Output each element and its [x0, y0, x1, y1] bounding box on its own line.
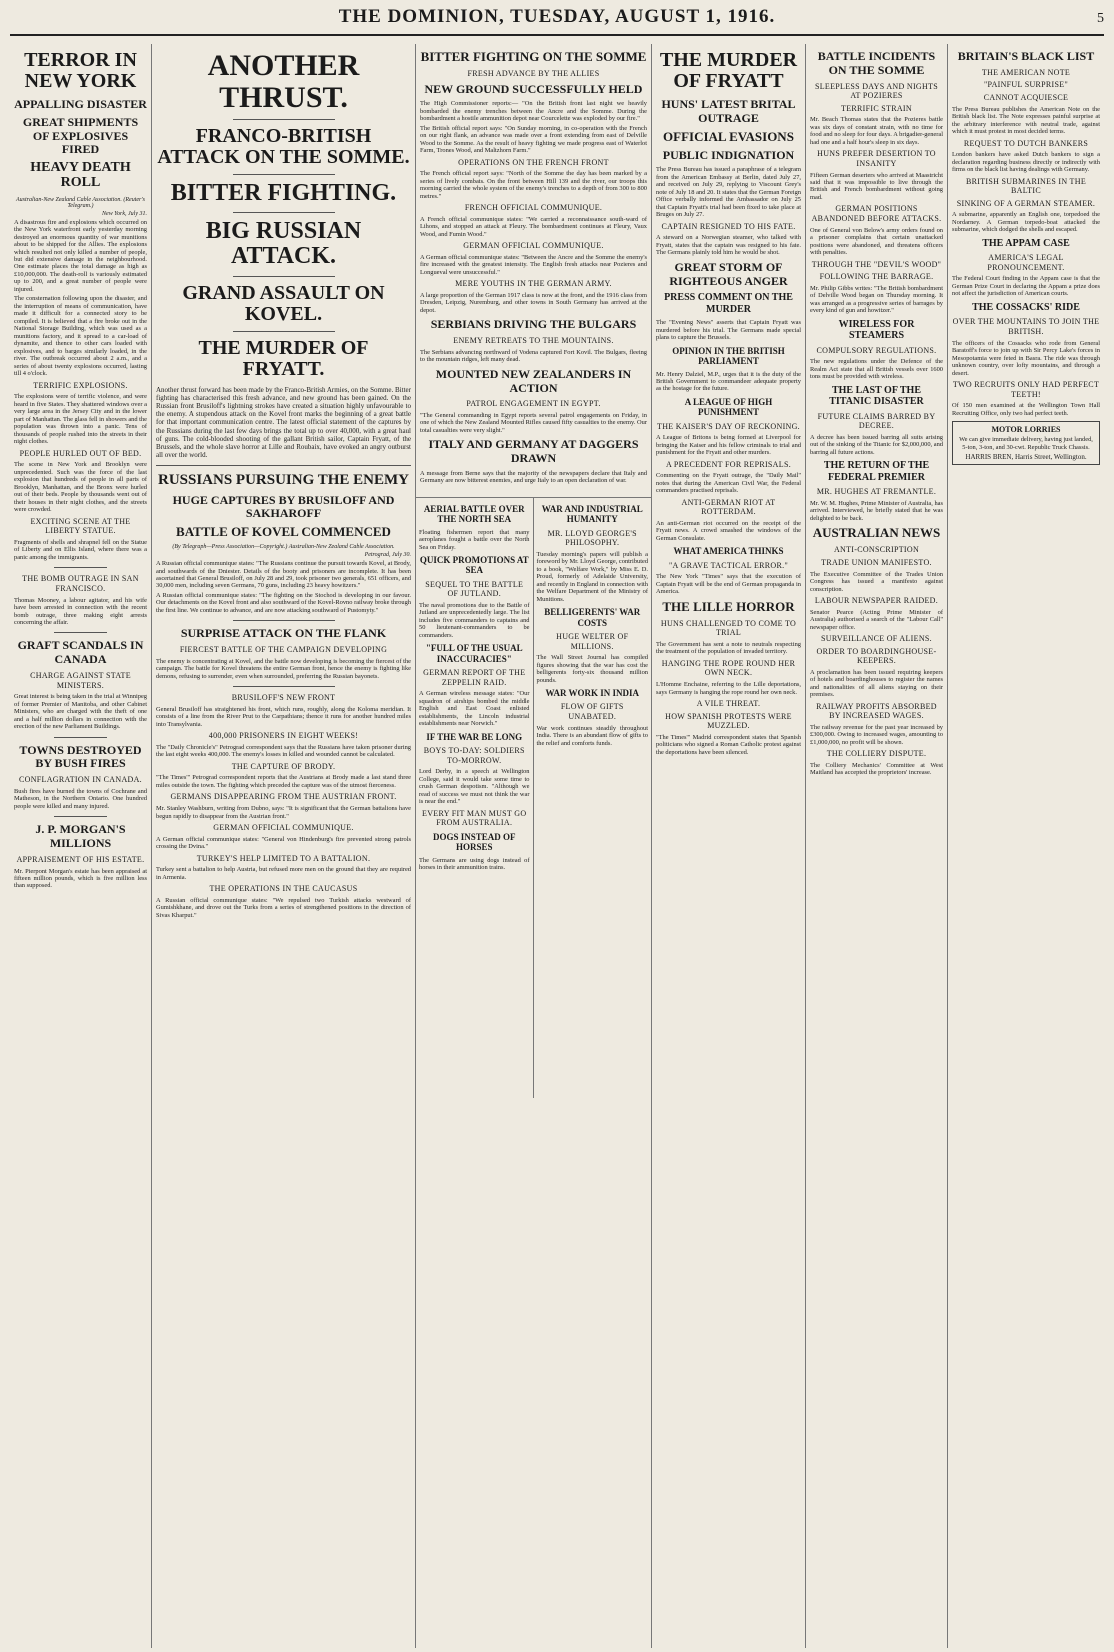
subhead: MR. HUGHES AT FREMANTLE. [816, 487, 937, 497]
article-paragraph: The Federal Court finding in the Appam case is that the German Prize Court in declaring the Appam a prize does not affect the jurisdiction of American courts. [952, 275, 1100, 298]
headline-another-thrust: ANOTHER THRUST. [207, 49, 360, 114]
article-paragraph: The scene in New York and Brooklyn were unprecedented. Such was the force of the last explosion that hundreds of people in all parts of Brooklyn, Manhattan, and the Bronx were hurled out of their beds. People by thousands went out of their houses in their night clothes, and the streets were crowded. [14, 461, 147, 514]
article-paragraph: A Russian official communique states: "The Russians continue the pursuit towards Kovel, at Brody, and southwards of the Dniester. Details of the booty and prisoners are incomplete. It has been ascertained that General Brusiloff, on July 28 and 29, took prisoner two generals, 651 officers, and 30,000 men, including seven Germans, 70 guns, including 23 heavy howitzers." [156, 560, 411, 590]
headline: THE LILLE HORROR [662, 598, 795, 614]
subhead: CANNOT ACQUIESCE [983, 92, 1069, 102]
headline: TWO RECRUITS ONLY HAD PERFECT TEETH! [952, 380, 1100, 399]
subhead: FRESH ADVANCE BY THE ALLIES [467, 68, 600, 78]
headline: GRAFT SCANDALS IN CANADA [17, 638, 144, 667]
headline: THE COSSACKS' RIDE [972, 301, 1080, 313]
byline: Australian-New Zealand Cable Association. (Reuter's Telegram.) [16, 196, 145, 209]
subhead: CHARGE AGAINST STATE MINISTERS. [30, 671, 131, 690]
divider [233, 212, 335, 213]
article-paragraph: The Colliery Mechanics' Committee at West Maitland has accepted the proprietors' increase. [810, 762, 943, 777]
article-paragraph: Mr. W. M. Hughes, Prime Minister of Australia, has arrived. Interviewed, he briefly stated that he was delighted to be back. [810, 499, 943, 522]
article-paragraph: Mr. Pierpont Morgan's estate has been appraised at fifteen million pounds, which is five million less than supposed. [14, 867, 147, 890]
article-paragraph: A proclamation has been issued requiring keepers of hotels and boardinghouses to register the names and nationalities of all aliens staying on their premises. [810, 668, 943, 699]
subhead: BOYS TO-DAY: SOLDIERS TO-MORROW. [423, 746, 525, 765]
article-paragraph: The officers of the Cossacks who rode from General Baratoff's force to join up with Sir Percy Lake's forces in Mesopotamia were feted in Basra. The ride was through unknown country, over lofty mountains, and through a desert. [952, 339, 1100, 377]
headline: SURPRISE ATTACK ON THE FLANK [180, 626, 387, 641]
subhead: EVERY FIT MAN MUST GO FROM AUSTRALIA. [422, 808, 527, 828]
article-paragraph: The Wall Street Journal has compiled figures showing that the war has cost the belligerents forty-six thousand million pounds. [536, 654, 648, 684]
subhead: SLEEPLESS DAYS AND NIGHTS AT POZIERES [815, 81, 938, 101]
column-5 [806, 44, 948, 1648]
subhead: FUTURE CLAIMS BARRED BY DECREE. [817, 411, 936, 431]
headline-bitter-fighting: BITTER FIGHTING ON THE SOMME [420, 49, 647, 64]
article-paragraph: The French official report says: "North of the Somme the day has been marked by a series of lively combats. On the front between Hill 139 and the river, our troops this morning carried the whole system of the enemy's trenches to a depth of from 300 to 800 metres." [420, 170, 647, 200]
subhead: THE AMERICAN NOTE [981, 67, 1071, 77]
subcolumn-right [534, 498, 652, 1098]
article-paragraph: The "Daily Chronicle's" Petrograd correspondent says that the Russians have taken prisoner during the last eight weeks 400,000. The enemy's losses in killed and wounded cannot be calculated. [156, 743, 411, 759]
subhead: HUGE WELTER OF MILLIONS. [556, 631, 629, 651]
headline: DOGS INSTEAD OF HORSES [432, 831, 516, 853]
subhead: AMERICA'S LEGAL PRONOUNCEMENT. [987, 253, 1065, 272]
headline: GERMAN POSITIONS ABANDONED BEFORE ATTACKS. [811, 204, 942, 224]
divider [54, 737, 107, 738]
ad-body: We can give immediate delivery, having just landed, 5-ton, 3-ton, and 30-cwt. Republic Truck Chassis. [959, 436, 1093, 451]
headline: A LEAGUE OF HIGH PUNISHMENT [684, 396, 773, 418]
headline: OPERATIONS ON THE FRENCH FRONT [458, 157, 609, 167]
subhead: TRADE UNION MANIFESTO. [821, 557, 932, 567]
article-paragraph: The Serbians advancing northward of Vodena captured Fort Kovil. The Bulgars, fleeing to the mountain ridges, left many dead. [420, 348, 647, 364]
article-paragraph: A German official communique states: "General von Hindenburg's fire prevented strong patrols crossing the Dvina." [156, 835, 411, 851]
article-paragraph: Mr. Stanley Washburn, writing from Dubno, says: "It is significant that the German battalions have begun rapidly to disappear from the Austrian front." [156, 805, 411, 820]
headline: THE OPERATIONS IN THE CAUCASUS [209, 884, 358, 894]
subhead: "A GRAVE TACTICAL ERROR." [668, 560, 789, 570]
article-paragraph: A decree has been issued barring all suits arising out of the sinking of the Titanic for $2,000,000, and barring all future actions. [810, 433, 943, 456]
article-paragraph: The Press Bureau publishes the American Note on the British black list. The Note expresses painful surprise at the arbitrary interference with neutral trade, against which it must protest in most decided terms. [952, 105, 1100, 136]
article-paragraph: The High Commissioner reports:— "On the British front last night we heavily bombarded the enemy trenches between the Ancre and the Somme. During the bombardment a hostile ammunition depot near Courcelette was exploded by our fire." [420, 100, 647, 123]
headline: TURKEY'S HELP LIMITED TO A BATTALION. [196, 853, 371, 863]
article-paragraph: A League of Britons is being formed at Liverpool for bringing the Kaiser and his fellow criminals to trial and punishment for the Fryatt and other murders. [656, 434, 801, 457]
article-paragraph: The "Evening News" asserts that Captain Fryatt was murdered before his trial. The Germans made special plans to capture the Brussels. [656, 319, 801, 342]
divider [233, 331, 335, 332]
subhead-large: HEAVY DEATH ROLL [30, 160, 131, 190]
subhead: THE KAISER'S DAY OF RECKONING. [657, 421, 800, 431]
headline: ITALY AND GERMANY AT DAGGERS DRAWN [428, 437, 639, 466]
divider [233, 620, 335, 621]
article-paragraph: A large proportion of the German 1917 class is now at the front, and the 1916 class from Dresden, Leipzig, Nuremburg, and other towns in South Germany has arrived at the depot. [420, 291, 647, 314]
headline: BITTER FIGHTING. [170, 180, 397, 206]
divider [156, 465, 411, 466]
headline: FRENCH OFFICIAL COMMUNIQUE. [464, 203, 603, 213]
article-paragraph: The consternation following upon the disaster, and the interruption of means of communication, have made it difficult for a connected story to be compiled. It is believed that a fire broke out in the National Storage Building, which was used as a munitions factory, and it spread to a car-load of dynamite, and thence to other cars loaded with explosives, and to barges similarly loaded, in the river. The outbreak occurred about 2 a.m., and a series of about twenty explosions occurred, lasting till 4 o'clock. [14, 295, 147, 378]
headline: OPINION IN THE BRITISH PARLIAMENT [672, 345, 785, 367]
headline: HANGING THE ROPE ROUND HER OWN NECK. [661, 658, 796, 678]
article-paragraph: Of 150 men examined at the Wellington Town Hall Recruiting Office, only two had perfect teeth. [952, 402, 1100, 417]
byline: (By Telegraph—Press Association—Copyright.) Australian-New Zealand Cable Association. [172, 544, 395, 551]
subhead: OVER THE MOUNTAINS TO JOIN THE BRITISH. [952, 317, 1100, 337]
article-paragraph: The new regulations under the Defence of the Realm Act state that all British vessels over 1600 tons must be provided with wireless. [810, 358, 943, 381]
headline: SURVEILLANCE OF ALIENS. [821, 634, 932, 644]
dateline: Petrograd, July 30. [364, 552, 411, 559]
article-paragraph: The Press Bureau has issued a paraphrase of a telegram from the American Embassy at Berlin, dated July 27, and received on July 29, replying to Viscount Grey's note of July 18 and 20. It states that the German Foreign Office verbally informed the Ambassador on July 25 that Captain Fryatt's trial had been fixed to take place at Bruges on July 27. [656, 166, 801, 219]
headline: WAR WORK IN INDIA [545, 688, 640, 699]
divider [233, 276, 335, 277]
subcolumn-left [416, 498, 534, 1098]
article-paragraph: One of General von Below's army orders found on a prisoner complains that certain unattacked positions were abandoned, and threatens officers with penalties. [810, 226, 943, 257]
article-paragraph: A Russian official communique states: "We repulsed two Turkish attacks westward of Gumishkhane, and drove out the Turks from a series of strengthened positions in the direction of Sivas Kharput." [156, 896, 411, 919]
headline: THE RETURN OF THE FEDERAL PREMIER [823, 460, 930, 483]
headline: "FULL OF THE USUAL INACCURACIES" [425, 643, 523, 664]
article-paragraph: The Executive Committee of the Trades Union Congress has issued a manifesto against conscription. [810, 570, 943, 593]
article-paragraph: Great interest is being taken in the trial at Winnipeg of former Premier of Manitoba, and other Cabinet Ministers, who are charged with the theft of one and a half million dollars in connection with the erection of the new Parliament Buildings. [14, 693, 147, 731]
headline-black-list: BRITAIN'S BLACK LIST [957, 49, 1095, 63]
subhead: BATTLE OF KOVEL COMMENCED [176, 524, 391, 540]
headline: THE MURDER OF FRYATT. [198, 336, 369, 380]
headline: LABOUR NEWSPAPER RAIDED. [814, 596, 939, 605]
article-paragraph: "The General commanding in Egypt reports several patrol engagements on Friday, in one of which the New Zealand Mounted Rifles caused fifty casualties to the enemy. Our total casualties were very slight." [420, 411, 647, 434]
headline: THROUGH THE "DEVIL'S WOOD" [811, 259, 942, 269]
subhead: OFFICIAL EVASIONS [663, 128, 794, 144]
headline: BELLIGERENTS' WAR COSTS [544, 607, 641, 628]
subhead: ORDER TO BOARDINGHOUSE-KEEPERS. [816, 646, 937, 666]
article-paragraph: The naval promotions due to the Battle of Jutland are unprecedentedly large. The list includes five commanders to captains and 50 lieutenant-commanders to be commanders. [419, 601, 530, 639]
article-paragraph: The railway revenue for the past year increased by £300,000. Owing to increased wages, amounting to £1,000,000, no profit will be shown. [810, 723, 943, 746]
column-3 [416, 44, 652, 1648]
headline: TOWNS DESTROYED BY BUSH FIRES [19, 742, 142, 771]
column-1 [10, 44, 152, 1648]
article-paragraph: The explosions were of terrific violence, and were heard in five States. They shattered windows over a very large area in the Jersey City and in the lower part of Manhattan. The glass fell in showers and the population was thrown into a panic. Tens of thousands of people rushed into the streets in their night clothes. [14, 393, 147, 446]
headline: QUICK PROMOTIONS AT SEA [419, 555, 529, 576]
headline: A VILE THREAT. [696, 699, 761, 709]
subhead: CONFLAGRATION IN CANADA. [19, 775, 142, 785]
headline: GREAT STORM OF RIGHTEOUS ANGER [669, 259, 788, 288]
article-paragraph: A German official communique states: "Between the Ancre and the Somme the enemy's fire increased with the greatest intensity. The English fresh attacks near Pozieres and Longueval were unsuccessful." [420, 253, 647, 276]
article-paragraph: Senator Pearce (Acting Prime Minister of Australia) authorised a search of the "Labour Call" newspaper office. [810, 608, 943, 631]
section-heading-australian-news: AUSTRALIAN NEWS [812, 525, 941, 541]
subhead: MR. LLOYD GEORGE'S PHILOSOPHY. [547, 528, 637, 548]
section-subhead: PEOPLE HURLED OUT OF BED. [19, 448, 142, 458]
section-subhead: TERRIFIC EXPLOSIONS. [33, 380, 128, 390]
headline: BIG RUSSIAN ATTACK. [205, 218, 362, 270]
article-paragraph: Thomas Mooney, a labour agitator, and his wife have been arrested in connection with the recent bomb outrage, three making eight arrests concerning the affair. [14, 596, 147, 626]
subhead: GREAT SHIPMENTS OF EXPLOSIVES FIRED [22, 114, 139, 157]
headline: FRANCO-BRITISH ATTACK ON THE SOMME. [157, 125, 410, 168]
article-paragraph: The enemy is concentrating at Kovel, and the battle now developing is becoming the fiercest of the campaign. The battle for Kovel threatens the entire German front, hence the enemy is fighting like demons, refusing to surrender, even when surrounded, preferring the Russian bayonets. [156, 657, 411, 680]
headline: MOUNTED NEW ZEALANDERS IN ACTION [435, 366, 632, 395]
article-paragraph: Floating fishermen report that many aeroplanes fought a battle over the North Sea on Friday. [419, 528, 530, 551]
article-paragraph: Lord Derby, in a speech at Wellington College, said it would take some time to crush German despotism. "Although we read of success we must not think the war is near the end." [419, 768, 530, 806]
article-paragraph: A submarine, apparently an English one, torpedoed the Nordarney. A German torpedo-boat attacked the submarine, which dodged the shells and escaped. [952, 211, 1100, 234]
article-paragraph: Tuesday morning's papers will publish a foreword by Mr. Lloyd George, contributed to a book, "Welfare Work," by Miss E. D. Proud, formerly of Adelaide University, and recently in England in connection with the Welfare Department of the Ministry of Munitions. [536, 550, 649, 603]
subhead: APPRAISEMENT OF HIS ESTATE. [16, 854, 145, 864]
headline: BRITISH SUBMARINES IN THE BALTIC [965, 176, 1087, 196]
divider [54, 567, 107, 568]
headline: THE CAPTURE OF BRODY. [231, 761, 336, 771]
column-3-bottom [416, 497, 651, 1098]
columns [10, 44, 1104, 1648]
subhead: HUNS CHALLENGED TO COME TO TRIAL [660, 618, 797, 638]
subhead: GERMAN REPORT OF THE ZEPPELIN RAID. [423, 668, 526, 687]
article-paragraph: General Brusiloff has straightened his front, which runs, roughly, along the Koloma meridian. It consists of a line from the River Prut to the Carpathians; thence it runs for another hundred miles into Transylvania. [156, 705, 411, 728]
subhead: FOLLOWING THE BARRAGE. [819, 272, 934, 282]
subhead: APPALLING DISASTER [14, 97, 147, 111]
article-paragraph: Mr. Beach Thomas states that the Pozieres battle was six days of constant strain, with no time for food and no sleep for four days. A brigadier-general had one and a half hour's sleep in six days. [810, 116, 943, 146]
headline: REQUEST TO DUTCH BANKERS [963, 138, 1089, 148]
ad-signature: HARRIS BREN, Harris Street, Wellington. [965, 453, 1087, 462]
divider [54, 816, 107, 817]
divider [233, 686, 335, 687]
article-paragraph: A disastrous fire and explosions which occurred on the New York waterfront early yesterday morning destroyed an enormous quantity of war munitions about to be shipped for the Allies. The explosions which resulted not only killed a number of people, but did extensive damage in the neighbourhood. One estimate places the total damage as high as £10,000,000. The death-roll is variously estimated up to 200, and a great number of people were injured. [14, 218, 147, 293]
headline: IF THE WAR BE LONG [426, 731, 523, 742]
column-6 [948, 44, 1104, 1648]
divider [54, 632, 107, 633]
subhead: FLOW OF GIFTS UNABATED. [560, 702, 624, 721]
subhead: COMPULSORY REGULATIONS. [816, 345, 937, 355]
advertisement-motor-lorries [952, 421, 1100, 465]
article-paragraph: A French official communique states: "We carried a reconnaissance south-ward of Lihons, and stopped an attack at Fleury. The bombardment continues at Fleury, Vaux Wood, and Fumin Wood." [420, 215, 647, 238]
page-number: 5 [1097, 11, 1104, 26]
article-paragraph: Commenting on the Fryatt outrage, the "Daily Mail" notes that during the American Civil War, the Federal commanders practised reprisals. [656, 472, 801, 495]
article-paragraph: War work continues steadily throughout India. There is an abundant flow of gifts to the relief and comforts funds. [536, 724, 648, 747]
headline: AERIAL BATTLE OVER THE NORTH SEA [423, 503, 525, 525]
article-paragraph: An anti-German riot occurred on the receipt of the Fryatt news. A crowd smashed the windows of the German Consulate. [656, 519, 801, 542]
headline: WIRELESS FOR STEAMERS [838, 318, 915, 342]
headline: RUSSIANS PURSUING THE ENEMY [157, 472, 410, 489]
subhead: SEQUEL TO THE BATTLE OF JUTLAND. [425, 579, 524, 599]
headline: GERMANS DISAPPEARING FROM THE AUSTRIAN FRONT. [170, 792, 397, 802]
article-paragraph: The Germans are using dogs instead of horses in their ammunition trains. [419, 856, 530, 871]
ad-title: MOTOR LORRIES [991, 425, 1061, 435]
subhead: SINKING OF A GERMAN STEAMER. [956, 198, 1096, 208]
headline: GERMAN OFFICIAL COMMUNIQUE. [213, 823, 354, 832]
headline: WHAT AMERICA THINKS [673, 546, 784, 557]
column-2 [152, 44, 416, 1648]
headline: ANTI-GERMAN RIOT AT ROTTERDAM. [681, 497, 776, 517]
article-paragraph: The British official report says: "On Sunday morning, in co-operation with the French on our right flank, an advance was made over a front extending from east of Delville Wood to the Somme. As the result of heavy fighting we made progress east of Waterlot Farm, Trones Wood, and Maltzhorn Farm." [420, 124, 647, 155]
headline: MERE YOUTHS IN THE GERMAN ARMY. [455, 279, 612, 289]
subhead: ANTI-CONSCRIPTION [833, 545, 920, 555]
article-paragraph: Turkey sent a battalion to help Austria, but refused more men on the ground that they are required in Armenia. [156, 866, 411, 881]
column-3-top [416, 44, 651, 489]
article-paragraph: A Russian official communique states: "The fighting on the Stochod is developing in our favour. Our detachments on the Kovel front and also southward of the Kovel-Rovno railway broke through the first line. We continue to advance, and are now attacking southward of Pustomyty." [156, 591, 411, 614]
article-paragraph: The Government has sent a note to neutrals respecting the treatment of the population of invaded territory. [656, 640, 801, 656]
subhead: TERRIFIC STRAIN [841, 103, 912, 113]
article-paragraph: A message from Berne says that the majority of the newspapers declare that Italy and Germany are now bitterest enemies, and urge Italy to an open declaration of war. [420, 469, 647, 485]
headline: RAILWAY PROFITS ABSORBED BY INCREASED WAGES. [816, 701, 937, 721]
article-paragraph: Mr. Philip Gibbs writes: "The British bombardment of Delville Wood began on Thursday morning. It was arranged as a progressive series of barrages by every kind of gun and howitzer." [810, 284, 943, 315]
subhead: PATROL ENGAGEMENT IN EGYPT. [466, 399, 601, 409]
headline: J. P. MORGAN'S MILLIONS [35, 822, 126, 851]
article-paragraph: "The Times'" Madrid correspondent states that Spanish politicians who signed a Roman Catholic protest against the deportations have been silenced. [656, 733, 801, 756]
headline: 400,000 PRISONERS IN EIGHT WEEKS! [208, 731, 359, 741]
subhead: ENEMY RETREATS TO THE MOUNTAINS. [453, 336, 614, 346]
headline-murder-of-fryatt: THE MURDER OF FRYATT [659, 49, 798, 92]
masthead [10, 6, 1104, 36]
headline-battle-incidents: BATTLE INCIDENTS ON THE SOMME [817, 49, 936, 77]
headline: BRUSILOFF'S NEW FRONT [231, 693, 336, 703]
headline: SERBIANS DRIVING THE BULGARS [430, 317, 637, 332]
headline: GRAND ASSAULT ON KOVEL. [182, 281, 385, 325]
subhead: PUBLIC INDIGNATION [662, 147, 795, 162]
article-paragraph: Mr. Henry Dalziel, M.P., urges that it is the duty of the British Government to commandeer adequate property as the hostage for the future. [656, 370, 801, 393]
column-4 [652, 44, 806, 1648]
intro-paragraph: Another thrust forward has been made by the Franco-British Armies, on the Somme. Bitter fighting has characterised this fresh advance, and new ground has been gained. On the Russian front Brusiloff's lightning strokes have created a situation highly unfavourable to the enemy. A stupendous attack on the Kovel front marks the beginning of a great battle for that important communication centre. The latest official statement of the captures by the Russians during the last few days brings the total up to over 40,000, with a great haul of guns. The cold-blooded shooting of the gallant British sailor, Captain Fryatt, of the Brussels, and the whole slave horror at Lille and Roubaix, have evoked an angry outburst all over the world. [156, 385, 411, 460]
article-paragraph: London bankers have asked Dutch bankers to sign a declaration regarding business directly or indirectly with firms on the black list having dealings with Germany. [952, 151, 1100, 174]
headline: THE BOMB OUTRAGE IN SAN FRANCISCO. [22, 574, 139, 593]
headline: THE APPAM CASE [982, 237, 1070, 249]
headline: THE COLLIERY DISPUTE. [826, 749, 927, 759]
article-paragraph: Fifteen German deserters who arrived at Maastricht said that it was impossible to live through the British and French bombardment without going mad. [810, 171, 943, 201]
headline: HUNS PREFER DESERTION TO INSANITY [817, 149, 936, 168]
headline: WAR AND INDUSTRIAL HUMANITY [541, 503, 643, 525]
article-paragraph: Bush fires have burned the towns of Cochrane and Matheson, in the Northern Ontario. One hundred people were killed and many injured. [14, 787, 147, 810]
article-paragraph: The New York "Times" says that the execution of Captain Fryatt will be the end of German propaganda in America. [656, 573, 801, 596]
masthead-title: THE DOMINION, TUESDAY, AUGUST 1, 1916. [338, 6, 776, 27]
headline-terror-new-york: TERROR IN NEW YORK [24, 49, 137, 92]
divider [233, 119, 335, 120]
subhead: PRESS COMMENT ON THE MURDER [664, 292, 793, 315]
headline: CAPTAIN RESIGNED TO HIS FATE. [661, 221, 796, 231]
headline: A PRECEDENT FOR REPRISALS. [665, 459, 791, 469]
subhead: NEW GROUND SUCCESSFULLY HELD [424, 81, 643, 96]
headline: THE LAST OF THE TITANIC DISASTER [829, 384, 924, 408]
subhead: HOW SPANISH PROTESTS WERE MUZZLED. [665, 711, 792, 731]
article-paragraph: A German wireless message states: "Our squadron of airships bombed the middle English and East Coast enlisted establishments, the Lincoln industrial establishments near Norwich." [419, 690, 530, 728]
divider [233, 174, 335, 175]
article-paragraph: Fragments of shells and shrapnel fell on the Statue of Liberty and on Ellis Island, where there was a panic among the immigrants. [14, 538, 147, 561]
subhead: HUNS' LATEST BRITAL OUTRAGE [661, 97, 796, 125]
subhead: FIERCEST BATTLE OF THE CAMPAIGN DEVELOPING [179, 645, 388, 655]
section-subhead: EXCITING SCENE AT THE LIBERTY STATUE. [30, 516, 131, 536]
subhead: HUGE CAPTURES BY BRUSILOFF AND SAKHAROFF [172, 492, 395, 521]
article-paragraph: L'Homme Enchaine, referring to the Lille deportations, says Germany is hanging the rope round her own neck. [656, 681, 801, 696]
headline: GERMAN OFFICIAL COMMUNIQUE. [463, 241, 604, 251]
article-paragraph: "The Times'" Petrograd correspondent reports that the Austrians at Brody made a last stand three miles outside the town. The fighting which preceded the capture was of the utmost fierceness. [156, 774, 411, 789]
dateline: New York, July 31. [102, 210, 147, 217]
article-paragraph: A steward on a Norwegian steamer, who talked with Fryatt, states that the captain was resigned to his fate. The Germans plainly told him he would be shot. [656, 234, 801, 257]
subhead: "PAINFUL SURPRISE" [983, 80, 1069, 90]
